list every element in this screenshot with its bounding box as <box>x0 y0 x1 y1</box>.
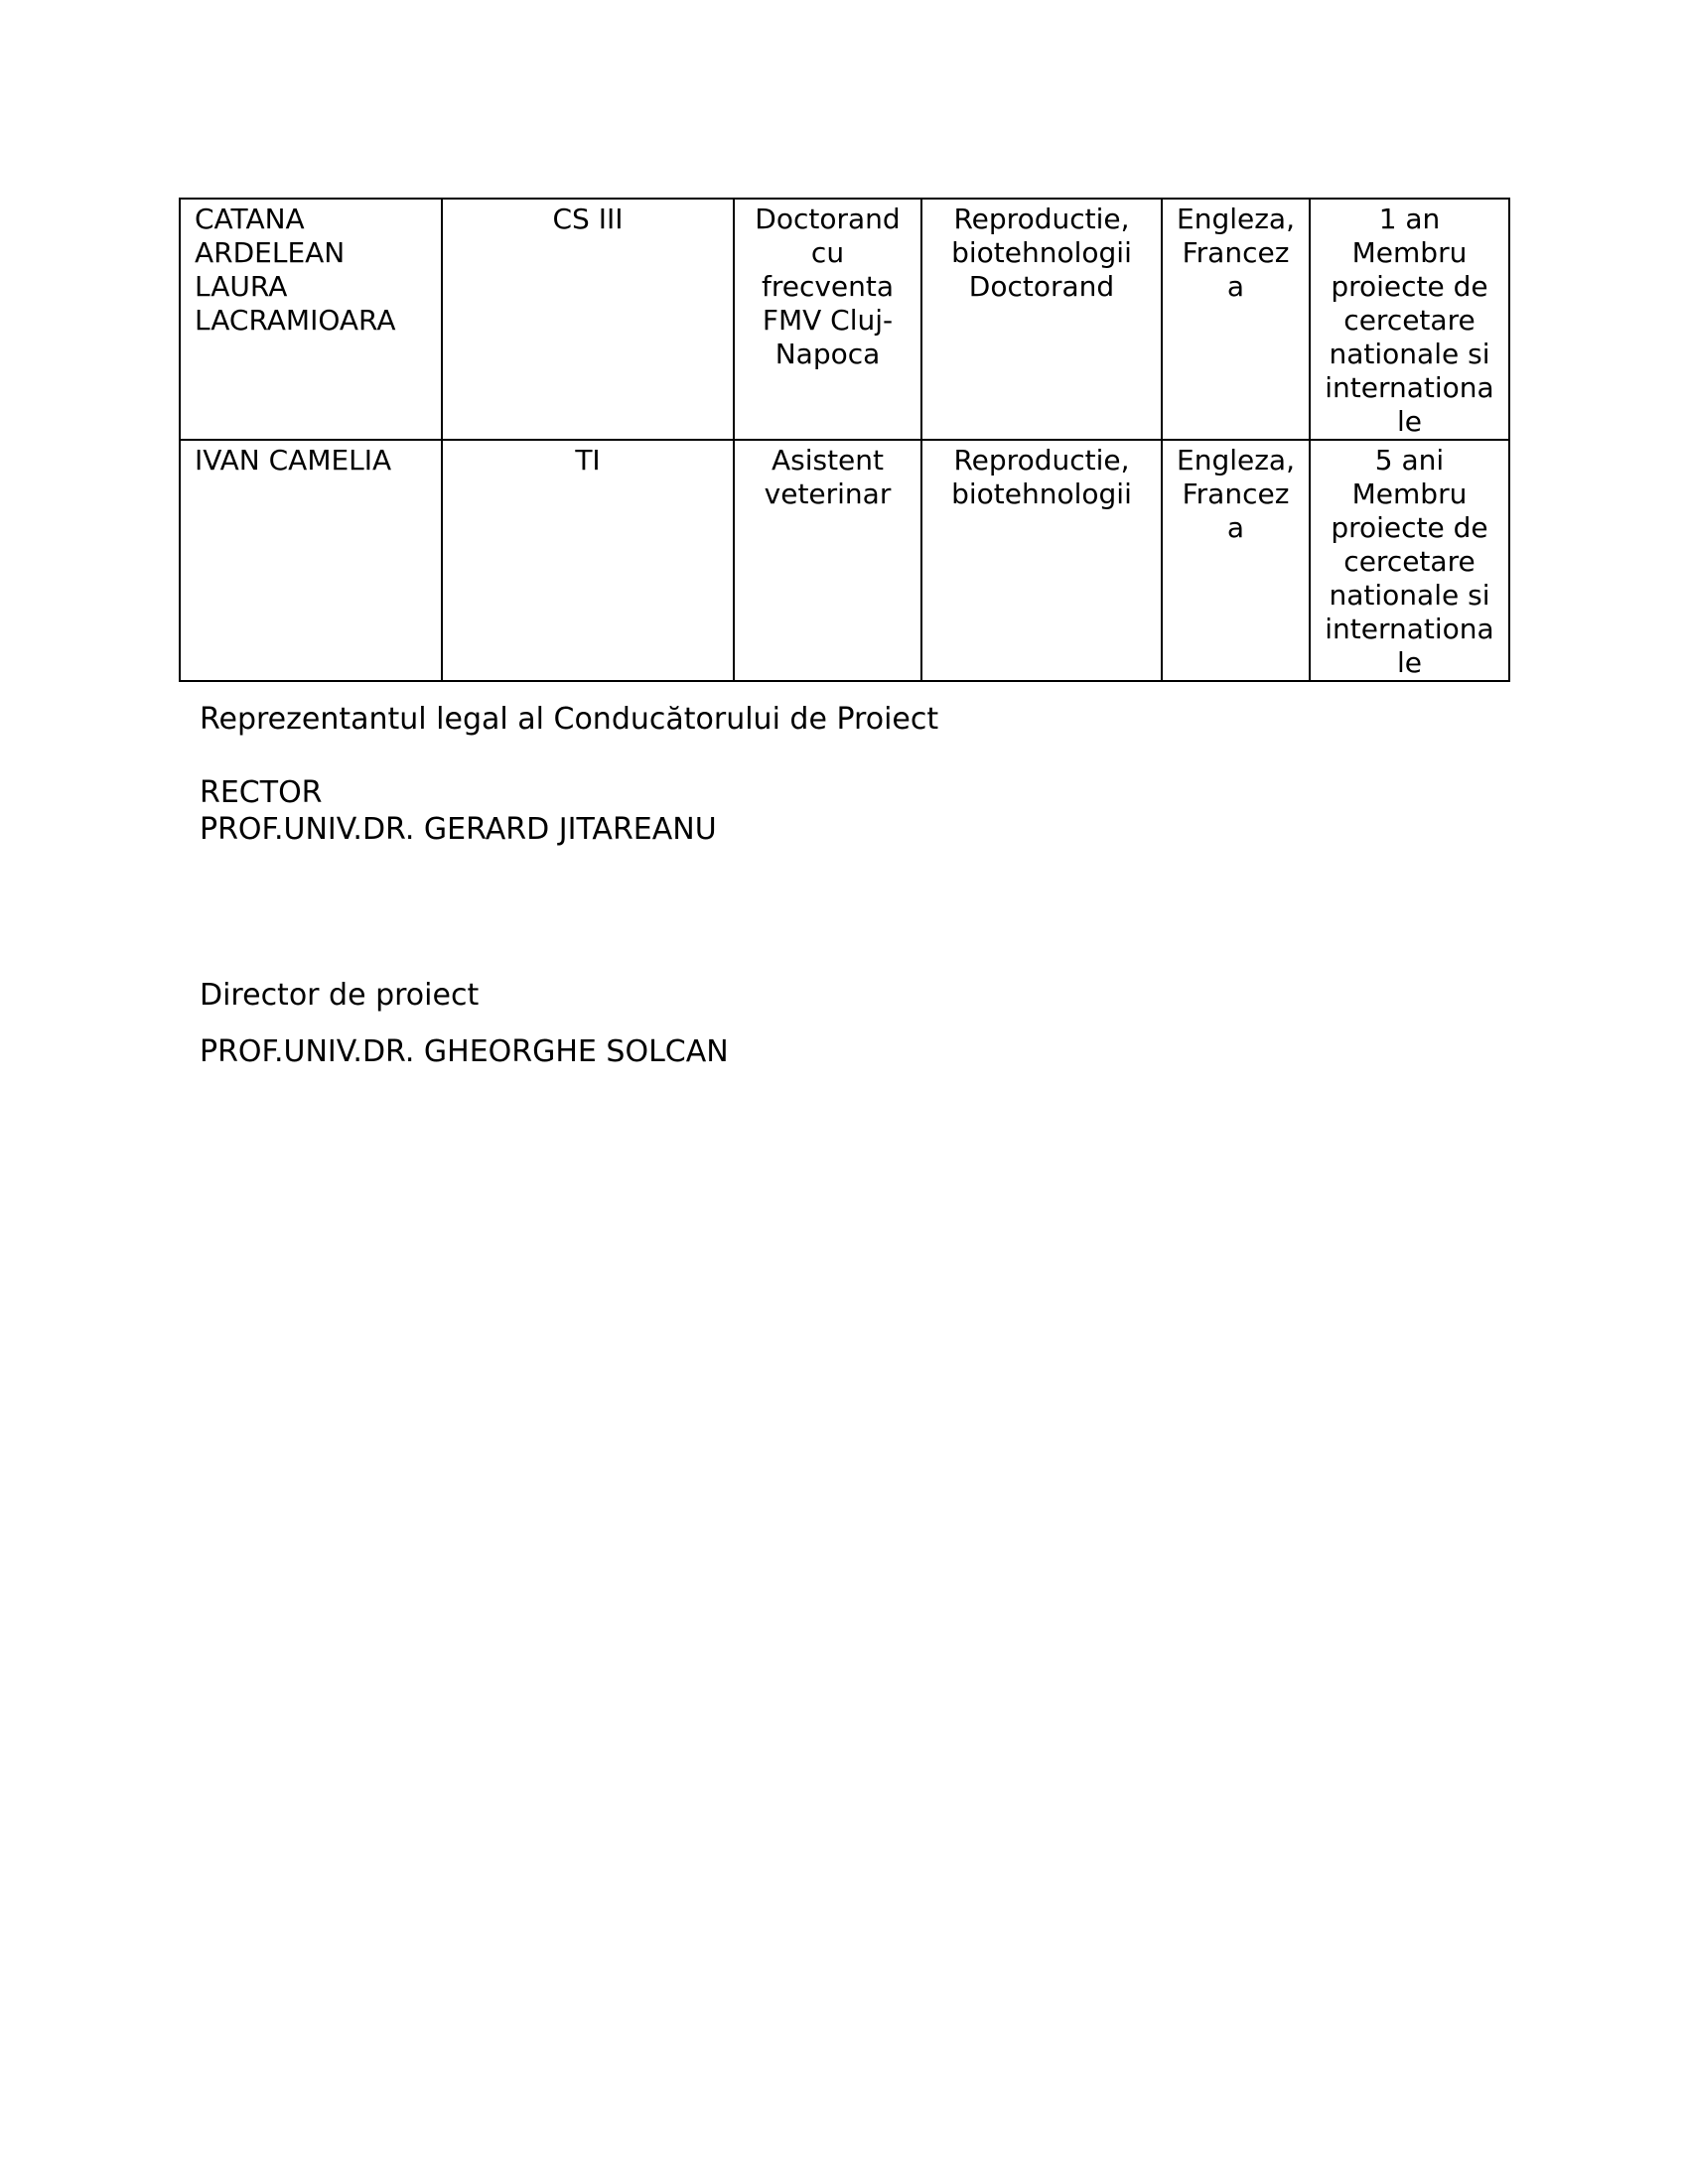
position-cell <box>442 199 734 440</box>
position-line: TI <box>575 444 601 477</box>
name-line: CATANA <box>195 203 305 235</box>
experience-line: proiecte de <box>1331 511 1488 544</box>
languages-cell <box>1162 440 1310 681</box>
rector-name: PROF.UNIV.DR. GERARD JITAREANU <box>200 812 717 847</box>
field-cell <box>921 440 1162 681</box>
experience-line: 1 an <box>1378 203 1441 235</box>
staff-table <box>179 198 1510 682</box>
name-line: LACRAMIOARA <box>195 304 396 337</box>
languages-line: Engleza, <box>1177 444 1295 477</box>
status-line: FMV Cluj- <box>762 304 894 337</box>
name-line: ARDELEAN <box>195 236 346 269</box>
project-director-label: Director de proiect <box>200 978 480 1013</box>
experience-line: cercetare <box>1343 545 1476 578</box>
languages-line: a <box>1226 511 1245 544</box>
status-line: frecventa <box>761 270 895 303</box>
name-line: LAURA <box>195 270 288 303</box>
experience-line: cercetare <box>1343 304 1476 337</box>
status-line: veterinar <box>764 478 892 510</box>
status-line: Doctorand <box>755 203 901 235</box>
field-line: biotehnologii <box>951 236 1132 269</box>
table-row <box>180 199 1509 440</box>
languages-cell <box>1162 199 1310 440</box>
status-cell <box>734 199 921 440</box>
languages-line: a <box>1226 270 1245 303</box>
experience-line: le <box>1396 405 1422 438</box>
experience-line: proiecte de <box>1331 270 1488 303</box>
experience-line: nationale si <box>1329 579 1490 612</box>
name-line: IVAN CAMELIA <box>195 444 392 477</box>
experience-line: internationa <box>1325 371 1494 404</box>
project-director-name: PROF.UNIV.DR. GHEORGHE SOLCAN <box>200 1034 729 1069</box>
experience-cell <box>1310 199 1509 440</box>
position-cell <box>442 440 734 681</box>
languages-line: Francez <box>1182 236 1290 269</box>
status-line: Asistent <box>771 444 885 477</box>
position-line: CS III <box>552 203 624 235</box>
experience-line: Membru <box>1351 478 1468 510</box>
name-cell <box>180 440 442 681</box>
status-line: cu <box>810 236 845 269</box>
legal-representative-label: Reprezentantul legal al Conducătorului de Proiect <box>200 702 939 737</box>
experience-line: 5 ani <box>1374 444 1445 477</box>
experience-cell <box>1310 440 1509 681</box>
experience-line: le <box>1396 646 1422 679</box>
field-cell <box>921 199 1162 440</box>
name-cell <box>180 199 442 440</box>
experience-line: nationale si <box>1329 338 1490 370</box>
field-line: Doctorand <box>968 270 1115 303</box>
experience-line: Membru <box>1351 236 1468 269</box>
rector-title: RECTOR <box>200 775 323 810</box>
field-line: biotehnologii <box>951 478 1132 510</box>
field-line: Reproductie, <box>953 444 1130 477</box>
field-line: Reproductie, <box>953 203 1130 235</box>
status-cell <box>734 440 921 681</box>
table-row <box>180 440 1509 681</box>
status-line: Napoca <box>774 338 881 370</box>
languages-line: Francez <box>1182 478 1290 510</box>
languages-line: Engleza, <box>1177 203 1295 235</box>
experience-line: internationa <box>1325 613 1494 645</box>
